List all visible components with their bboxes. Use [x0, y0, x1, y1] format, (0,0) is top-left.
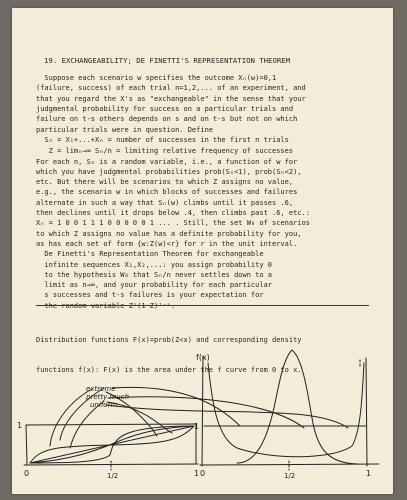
left-panel-top-line: [26, 424, 196, 425]
hand-drawn-figure: [12, 8, 393, 494]
theorem-line: De Finetti's Representation Theorem for exchangeable: [36, 250, 264, 259]
right-y-tick: 1: [194, 422, 200, 431]
body-line: which you have judgmental probabilities prob(Sₙ<1), prob(Sₙ<2),: [36, 167, 302, 176]
body-line: For each n, Sₙ is a random variable, i.e., a function of w for: [36, 157, 298, 166]
body-line: (failure, success) of each trial n=1,2,... of an experiment, and: [36, 84, 306, 93]
density-u-shaped-curve: [208, 363, 364, 457]
right-panel-pdf: [200, 350, 379, 470]
section-title: 19. EXCHANGEABILITY; DE FINETTI'S REPRESENTATION THEOREM: [44, 56, 291, 65]
paper-sheet: [12, 8, 393, 494]
body-line: particular trials were in question. Define: [36, 125, 214, 134]
body-line: judgmental probability for success on a particular trials and: [36, 104, 294, 113]
annotation-pretty-much: pretty much: [86, 393, 130, 401]
right-panel-y-axis: [202, 356, 203, 466]
theorem-line: to the hypothesis W₀ that Sₙ/n never settles down to a: [36, 270, 273, 279]
body-line: Suppose each scenario w specifies the outcome Xₙ(w)=0,1: [36, 74, 277, 82]
right-x-tick: 0: [200, 469, 206, 478]
body-line: then declines until it drops below .4, then climbs past .6, etc.:: [36, 209, 310, 217]
annotation-extreme: extreme: [86, 385, 116, 393]
body-line: e.g., the scenario w in which blocks of successes and failures: [36, 188, 298, 197]
left-panel-left-edge: [26, 425, 27, 464]
right-y-axis-label: f(x): [196, 353, 210, 362]
body-line: that you regard the X's as "exchangeable" in the sense that your: [36, 94, 306, 103]
theorem-line: the random variable Zˢ(1-Z)ᵗ⁻ˢ.: [36, 301, 176, 310]
body-line: as has each set of form {w:Z(w)<r} for r in the unit interval.: [36, 239, 298, 248]
theorem-line: s successes and t-s failures is your expectation for: [36, 291, 264, 300]
left-x-tick: 0: [24, 469, 30, 478]
right-x-tick: 1/2: [284, 472, 296, 480]
body-line: failure on t-s others depends on s and on t-s but not on which: [36, 115, 298, 124]
body-line: etc. But there will be scenarios to which Z assigns no value,: [36, 178, 294, 187]
body-line: Z = limₙ→∞ Sₙ/n = limiting relative frequency of successes: [36, 147, 294, 155]
left-panel-cdf: [24, 387, 348, 470]
right-panel-right-edge: [366, 358, 367, 466]
left-y-tick: 1: [17, 421, 23, 430]
left-x-tick: 1/2: [107, 472, 119, 480]
body-line: alternate in such a way that Sₙ(w) climbs until it passes .6,: [36, 198, 294, 207]
annotation-arrow: [112, 387, 240, 426]
theorem-line: limit as n→∞, and your probability for each particular: [36, 281, 273, 290]
annotation-uniform: uniform: [90, 401, 118, 409]
body-line: to which Z assigns no value has a definite probability for you,: [36, 229, 302, 238]
caption-line: functions f(x): F(x) is the area under the f curve from 0 to x.: [36, 366, 302, 374]
body-line: Sₙ = X₁+...+Xₙ = number of successes in the first n trials: [36, 136, 289, 144]
body-line: Xₙ = 1 0 0 1 1 1 0 0 0 0 0 1 ... . Still, the set W₀ of scenarios: [36, 219, 310, 228]
theorem-line: infinite sequences X₁,X₂,...: you assign probability 0: [36, 260, 273, 269]
caption-line: Distribution functions F(x)=prob(Z<x) and corresponding density: [36, 336, 302, 344]
left-x-tick: 1: [194, 469, 200, 478]
right-x-tick: 1: [366, 469, 372, 478]
